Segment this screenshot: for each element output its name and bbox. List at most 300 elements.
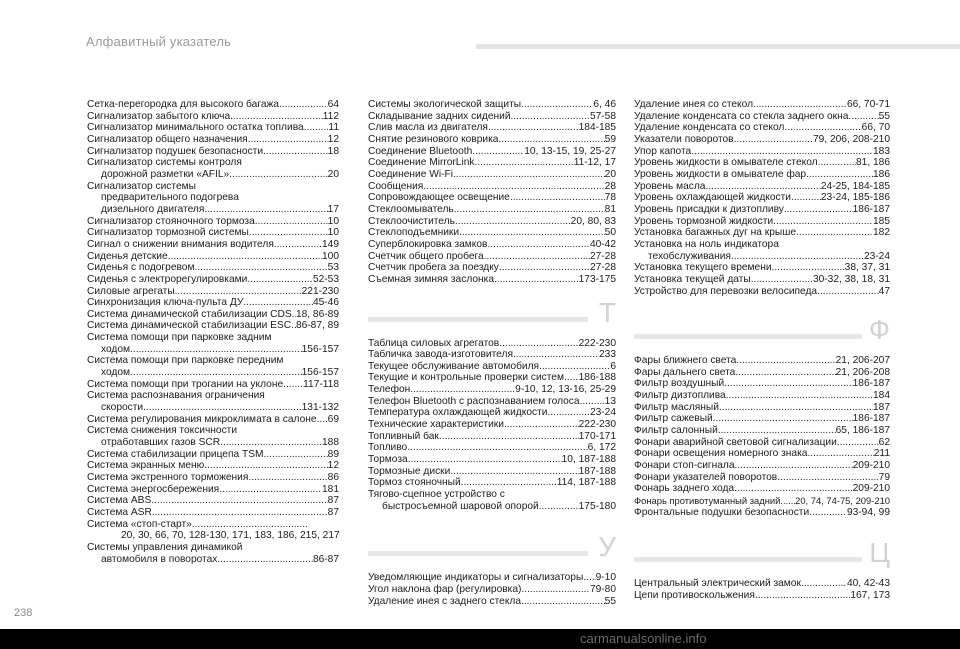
leader-dots [192, 519, 307, 531]
entry-page-ref: 21, 206-207 [835, 355, 890, 367]
entry-page-ref: 55 [878, 110, 890, 122]
entry-page-ref: 79-80 [589, 584, 616, 595]
leader-dots [504, 419, 579, 431]
entry-page-ref: 186-187 [852, 203, 890, 215]
entry-text: Система стабилизации прицепа TSM [87, 448, 264, 460]
leader-dots [784, 122, 861, 134]
leader-dots [780, 495, 795, 507]
index-entry [87, 146, 339, 158]
entry-text: Указатели поворотов [634, 133, 734, 145]
index-entry [368, 262, 616, 274]
entry-text: Уровень присадки к дизтопливу [634, 203, 784, 215]
entry-text: Соединение MirrorLink [368, 157, 475, 169]
leader-dots [450, 466, 578, 478]
entry-page-ref: 40-42 [589, 238, 616, 250]
index-entry [87, 227, 339, 239]
entry-page-ref: 209-210 [852, 460, 890, 472]
index-entry [87, 367, 339, 379]
entry-text: Фонарь противотуманный задний [634, 495, 781, 507]
leader-dots [726, 390, 873, 402]
entry-text: Температура охлаждающей жидкости [368, 407, 548, 419]
entry-text: Фонари стоп-сигнала [634, 460, 735, 472]
leader-dots [255, 216, 328, 228]
entry-text: Системы экологической защиты [368, 99, 522, 110]
entry-page-ref: 23-24, 185-186 [820, 192, 890, 204]
entry-text: Удаление инея со стекол [634, 99, 754, 110]
entry-text: ходом [101, 343, 131, 355]
entry-page-ref: 20, 74, 74-75, 209-210 [795, 495, 890, 507]
entry-text: Устройство для перевозки велосипеда [634, 285, 818, 297]
index-entry [87, 239, 339, 251]
entry-text: Система динамической стабилизации ESC [87, 320, 292, 332]
entry-page-ref: 50 [604, 227, 616, 239]
entry-page-ref: 10, 187-188 [561, 454, 616, 466]
header-divider-bar [476, 44, 960, 49]
index-entry [87, 379, 339, 391]
section-letter: Ц [869, 537, 890, 569]
entry-text: Тормоз стояночный [368, 477, 461, 489]
index-entry [368, 157, 616, 169]
entry-text: Силовые агрегаты [87, 285, 175, 297]
leader-dots [453, 169, 605, 181]
entry-page-ref: 87 [327, 506, 339, 518]
leader-dots [564, 372, 579, 384]
leader-dots [248, 472, 327, 484]
entry-page-ref: 79, 206, 208-210 [812, 133, 890, 145]
entry-text: Фильтр воздушный [634, 378, 725, 390]
entry-text: Сигнал о снижении внимания водителя [87, 238, 274, 250]
leader-dots [705, 181, 820, 193]
leader-dots [547, 407, 589, 419]
leader-dots [499, 338, 578, 350]
index-entry [634, 425, 890, 437]
entry-page-ref: 18, 86-89 [295, 308, 339, 320]
entry-text: Система помощи при парковке задним [87, 332, 272, 344]
index-entry [368, 169, 616, 181]
entry-page-ref: 222-230 [578, 337, 616, 349]
entry-page-ref: 53 [327, 262, 339, 274]
index-entry [87, 449, 339, 461]
entry-page-ref: 10, 13-15, 19, 25-27 [524, 145, 616, 157]
index-entry [87, 495, 339, 507]
leader-dots [454, 204, 605, 216]
entry-page-ref: 9-10, 12, 13-16, 25-29 [515, 384, 616, 396]
index-entry [87, 530, 339, 542]
index-entry [368, 349, 616, 361]
entry-page-ref: 182 [873, 227, 890, 239]
entry-text: Сигнализатор общего назначения [87, 133, 248, 145]
entry-text: Тягово-сцепное устройство с [368, 489, 505, 501]
index-entry [368, 407, 616, 419]
index-entry [87, 251, 339, 263]
entry-page-ref: 62 [878, 436, 890, 448]
index-entry [87, 286, 339, 298]
entry-text: Сиденья детские [87, 250, 168, 262]
index-entry [634, 227, 890, 239]
index-entry [87, 181, 339, 193]
entry-text: Топливный бак [368, 430, 439, 442]
index-entry [368, 338, 616, 350]
entry-page-ref: 114, 187-188 [556, 477, 616, 489]
entry-page-ref: 45-46 [312, 297, 339, 309]
entry-text: Удаление инея с заднего стекла [368, 595, 522, 607]
leader-dots [168, 251, 322, 263]
index-entry [368, 239, 616, 251]
leader-dots [248, 134, 328, 146]
leader-dots [773, 216, 873, 228]
entry-text: Телефон Bluetooth с распознаванием голоса [368, 395, 580, 407]
index-entry [87, 309, 339, 321]
index-entry [87, 216, 339, 228]
entry-text: Слив масла из двигателя [368, 122, 488, 134]
entry-page-ref: 187-188 [578, 465, 616, 477]
entry-text: Уровень охлаждающей жидкости [634, 192, 791, 204]
index-entry [87, 390, 339, 402]
entry-page-ref: 131-132 [301, 402, 339, 414]
entry-text: Сигнализатор забытого ключа [87, 110, 231, 122]
entry-text: Система помощи при парковке передним [87, 355, 284, 367]
entry-text: Цепи противоскольжения [634, 590, 755, 601]
leader-dots [755, 590, 850, 602]
entry-page-ref: 57-58 [589, 110, 616, 122]
entry-text: Счетчик пробега за поездку [368, 262, 499, 274]
entry-page-ref: 175-180 [578, 500, 616, 512]
leader-dots [152, 507, 328, 519]
leader-dots [511, 111, 590, 123]
index-entry [368, 181, 616, 193]
index-entry [87, 99, 339, 111]
entry-text: Технические характеристики [368, 419, 504, 431]
leader-dots [263, 146, 328, 158]
leader-dots [279, 99, 328, 111]
entry-page-ref: 86-87, 89 [295, 320, 339, 332]
leader-dots [410, 384, 515, 396]
leader-dots [455, 216, 571, 228]
entry-text: Таблица силовых агрегатов [368, 337, 500, 349]
index-entry [634, 251, 890, 263]
leader-dots [439, 431, 579, 443]
entry-page-ref: 81 [604, 203, 616, 215]
index-entry [87, 519, 339, 531]
leader-dots [274, 239, 322, 251]
index-entry [634, 402, 890, 414]
leader-dots [580, 396, 605, 408]
entry-text: Фильтр дизтоплива [634, 390, 726, 402]
entry-text: Уровень жидкости в омывателе фар [634, 168, 807, 180]
index-entry [368, 361, 616, 373]
index-entry [87, 355, 339, 367]
entry-text: Система распознавания ограничения [87, 390, 265, 402]
leader-dots [513, 349, 599, 361]
index-list-f [634, 355, 890, 518]
index-entry [634, 134, 890, 146]
entry-text: Уровень жидкости в омывателе стекол [634, 157, 818, 169]
index-entry [634, 590, 890, 602]
entry-page-ref: 6, 46 [593, 99, 616, 110]
entry-page-ref: 28 [604, 180, 616, 192]
index-entry [87, 320, 339, 332]
index-list-u-continued [634, 99, 890, 297]
entry-page-ref: 81, 186 [856, 157, 890, 169]
entry-page-ref: 66, 70-71 [846, 99, 890, 110]
leader-dots [494, 274, 579, 286]
leader-dots [809, 507, 847, 519]
entry-page-ref: 64 [327, 99, 339, 110]
entry-text: техобслуживания [648, 250, 731, 262]
entry-text: Система снижения токсичности [87, 425, 238, 437]
entry-page-ref: 6, 172 [587, 442, 616, 454]
leader-dots [751, 274, 813, 286]
entry-page-ref: 9-10 [595, 572, 616, 584]
entry-text: Фонари освещения номерного знака [634, 448, 808, 460]
entry-page-ref: 20 [327, 168, 339, 180]
entry-page-ref: 10 [327, 227, 339, 239]
index-entry [87, 425, 339, 437]
index-entry [87, 472, 339, 484]
leader-dots [130, 367, 302, 379]
index-list-s-continued [368, 99, 616, 286]
entry-text: Удаление конденсата со стекол [634, 122, 785, 134]
entry-page-ref: 20 [604, 168, 616, 180]
entry-page-ref: 52-53 [312, 273, 339, 285]
entry-page-ref: 79 [878, 471, 890, 483]
entry-text: Фонари аварийной световой сигнализации [634, 436, 837, 448]
entry-page-ref: 186-187 [852, 378, 890, 390]
entry-page-ref: 149 [322, 238, 339, 250]
entry-text: Система регулирования микроклимата в салоне [87, 413, 317, 425]
entry-page-ref: 11 [328, 122, 339, 134]
entry-page-ref: 93-94, 99 [846, 506, 890, 518]
entry-text: Топливо [368, 442, 408, 454]
leader-dots [719, 402, 873, 414]
index-entry [368, 122, 616, 134]
entry-text: Тормоза [368, 454, 408, 466]
index-entry [87, 542, 339, 554]
leader-dots [499, 262, 590, 274]
entry-page-ref: 11-12, 17 [573, 157, 616, 169]
leader-dots [713, 413, 853, 425]
entry-page-ref: 47 [878, 285, 890, 297]
leader-dots [817, 286, 879, 298]
entry-page-ref: 55 [604, 595, 616, 607]
leader-dots [583, 572, 595, 584]
index-entry [87, 274, 339, 286]
index-entry [634, 483, 890, 495]
entry-page-ref: 23-24 [863, 250, 890, 262]
index-entry [87, 192, 339, 204]
entry-text: Фильтр сажевый [634, 413, 713, 425]
entry-text: Сетка-перегородка для высокого багажа [87, 99, 279, 110]
entry-text: скорости [101, 402, 144, 414]
section-divider-bar [634, 557, 862, 562]
leader-dots [407, 442, 587, 454]
entry-page-ref: 211 [873, 448, 890, 460]
entry-text: отработавших газов SCR [101, 437, 221, 449]
index-entry [634, 111, 890, 123]
entry-page-ref: 167, 173 [850, 590, 890, 601]
index-entry [634, 472, 890, 484]
index-entry [368, 501, 616, 513]
index-entry [368, 419, 616, 431]
entry-text: Установка текущей даты [634, 273, 751, 285]
entry-page-ref: 86-87 [312, 553, 339, 565]
entry-text: Счетчик общего пробега [368, 250, 484, 262]
index-entry [368, 396, 616, 408]
entry-page-ref: 69 [327, 413, 339, 425]
section-heading-u [368, 526, 616, 562]
entry-text: быстросъемной шаровой опорой [382, 500, 539, 512]
section-divider-bar [368, 317, 588, 322]
leader-dots [151, 495, 327, 507]
entry-text: Синхронизация ключа-пульта ДУ [87, 297, 244, 309]
index-entry [368, 372, 616, 384]
index-entry [634, 507, 890, 519]
entry-page-ref: 17 [327, 203, 339, 215]
entry-text: Стеклоомыватель [368, 203, 454, 215]
index-entry [634, 390, 890, 402]
watermark-text: carmanualsonline.info [580, 631, 707, 646]
index-entry [368, 442, 616, 454]
entry-text: Система помощи при трогании на уклоне [87, 378, 284, 390]
entry-text: Сигнализатор системы [87, 180, 196, 192]
section-letter: Т [598, 296, 616, 328]
entry-text: Фары дальнего света [634, 366, 736, 378]
entry-text: Система динамической стабилизации CDS [87, 308, 292, 320]
entry-text: ходом [101, 367, 131, 379]
index-entry [368, 204, 616, 216]
index-entry [634, 274, 890, 286]
leader-dots [521, 99, 593, 111]
index-entry [87, 297, 339, 309]
entry-text: Угол наклона фар (регулировка) [368, 584, 522, 595]
index-column-2 [368, 99, 616, 607]
entry-page-ref: 89 [327, 448, 339, 460]
entry-page-ref: 66, 70 [861, 122, 890, 134]
entry-page-ref: 38, 37, 31 [844, 262, 890, 274]
index-entry [368, 99, 616, 111]
leader-dots [734, 483, 853, 495]
entry-text: дизельного двигателя [101, 203, 205, 215]
leader-dots [204, 204, 327, 216]
leader-dots [837, 437, 879, 449]
entry-page-ref: 65, 186-187 [835, 425, 890, 437]
entry-text: Сопровождающее освещение [368, 192, 510, 204]
entry-page-ref: 13 [604, 395, 616, 407]
entry-text: Сигнализатор подушек безопасности [87, 145, 264, 157]
index-entry [368, 216, 616, 228]
entry-page-ref: 181 [322, 483, 339, 495]
index-column-1 [87, 99, 339, 565]
entry-page-ref: 156-157 [301, 343, 339, 355]
leader-dots [510, 192, 605, 204]
index-entry [634, 157, 890, 169]
entry-page-ref: 12 [327, 460, 339, 472]
section-letter: Ф [868, 314, 890, 346]
leader-dots [249, 227, 328, 239]
index-entry [368, 227, 616, 239]
leader-dots [724, 378, 852, 390]
entry-text: Снятие резинового коврика [368, 133, 499, 145]
entry-page-ref: 186-188 [578, 372, 616, 384]
leader-dots [521, 596, 605, 608]
entry-text: Уровень масла [634, 180, 706, 192]
leader-dots [130, 344, 302, 356]
index-entry [368, 489, 616, 501]
leader-dots [219, 484, 322, 496]
leader-dots [801, 578, 847, 590]
index-entry [368, 251, 616, 263]
index-entry [368, 454, 616, 466]
index-list-t [368, 338, 616, 513]
index-entry [368, 596, 616, 608]
entry-page-ref: 18 [327, 145, 339, 157]
entry-text: Установка на ноль индикатора [634, 238, 779, 250]
index-entry [87, 332, 339, 344]
entry-page-ref: 170-171 [578, 430, 616, 442]
leader-dots [772, 262, 845, 274]
leader-dots [753, 99, 847, 111]
leader-dots [848, 111, 878, 123]
leader-dots [475, 157, 574, 169]
index-entry [368, 431, 616, 443]
index-entry [87, 262, 339, 274]
entry-text: Удаление конденсата со стекла заднего окна [634, 110, 849, 122]
entry-page-ref: 156-157 [301, 367, 339, 379]
index-entry [87, 484, 339, 496]
leader-dots [734, 134, 813, 146]
index-entry [634, 448, 890, 460]
entry-text: Система экранных меню [87, 460, 205, 472]
index-column-3 [634, 99, 890, 602]
entry-page-ref: 86 [327, 472, 339, 483]
leader-dots [818, 157, 856, 169]
index-entry [634, 495, 890, 507]
index-entry [87, 460, 339, 472]
leader-dots [539, 361, 610, 373]
leader-dots [264, 449, 328, 461]
entry-text: Система экстренного торможения [87, 472, 249, 483]
index-entry [368, 134, 616, 146]
index-list-ts [634, 578, 890, 601]
section-heading-t [368, 292, 616, 328]
entry-text: Съемная зимняя заслонка [368, 273, 495, 285]
index-entry [87, 414, 339, 426]
entry-page-ref: 186 [873, 168, 890, 180]
entry-page-ref: 40, 42-43 [846, 578, 890, 590]
leader-dots [423, 181, 604, 193]
entry-page-ref: 100 [322, 250, 339, 262]
entry-text: Сигнализатор стояночного тормоза [87, 215, 255, 227]
index-entry [368, 384, 616, 396]
index-entry [634, 146, 890, 158]
index-entry [634, 169, 890, 181]
entry-text: Соединение Bluetooth [368, 145, 473, 157]
entry-page-ref: 87 [327, 495, 339, 507]
leader-dots [230, 111, 323, 123]
entry-page-ref: 222-230 [578, 419, 616, 431]
entry-page-ref: 27-28 [589, 250, 616, 262]
entry-text: Фильтр салонный [634, 425, 718, 437]
leader-dots [487, 239, 589, 251]
index-entry [368, 572, 616, 584]
entry-text: дорожной разметки «AFIL» [101, 168, 230, 180]
entry-text: Установка текущего времени [634, 262, 772, 274]
entry-text: Сигнализатор системы контроля [87, 157, 242, 169]
entry-page-ref: 188 [322, 437, 339, 449]
entry-text: Табличка завода-изготовителя [368, 349, 513, 361]
index-entry [634, 239, 890, 251]
leader-dots [229, 169, 327, 181]
